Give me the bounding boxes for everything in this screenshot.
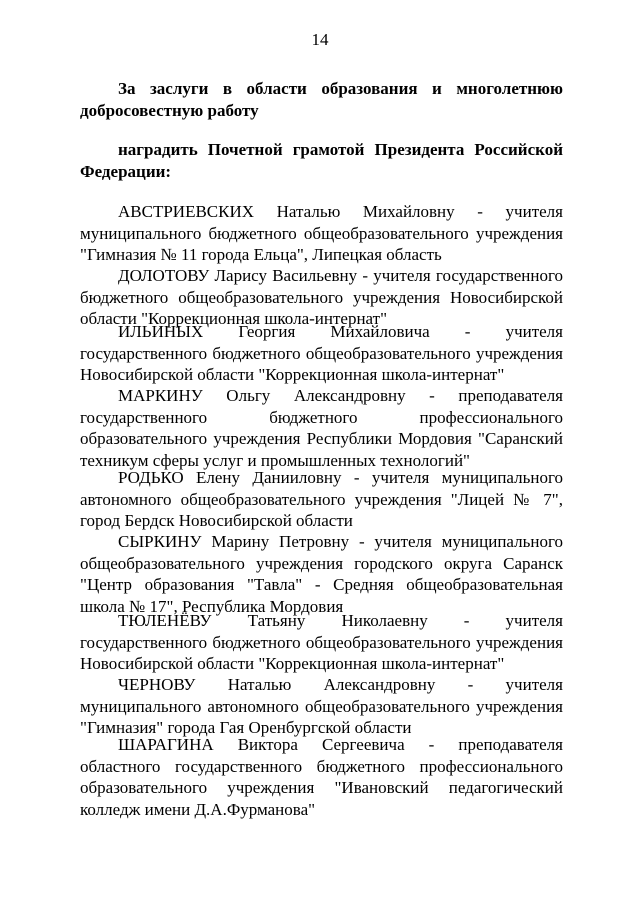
page-number: 14 bbox=[311, 30, 329, 49]
intro-paragraph: За заслуги в области образования и многолетнюю добросовестную работу bbox=[80, 79, 563, 120]
recipient-entry: АВСТРИЕВСКИХ Наталью Михайловну - учителя муниципального бюджетного общеобразовательного учреждения "Гимназия № 11 города Ельца", Липецкая область bbox=[80, 202, 563, 264]
recipient-entry: ДОЛОТОВУ Ларису Васильевну - учителя государственного бюджетного общеобразовательного учреждения Новосибирской области "Коррекционная школа-интернат" bbox=[80, 266, 563, 328]
recipient-entry: ЧЕРНОВУ Наталью Александровну - учителя муниципального автономного общеобразовательного учреждения "Гимназия" города Гая Оренбургской области bbox=[80, 675, 563, 737]
recipient-entry: ТЮЛЕНЁВУ Татьяну Николаевну - учителя государственного бюджетного общеобразовательного учреждения Новосибирской области "Коррекционная школа-интернат" bbox=[80, 611, 563, 673]
recipient-entry: МАРКИНУ Ольгу Александровну - преподавателя государственного бюджетного профессионального образовательного учреждения Республики Мордовия "Саранский техникум сферы услуг и промышленных технологий" bbox=[80, 386, 563, 470]
award-paragraph: наградить Почетной грамотой Президента Российской Федерации: bbox=[80, 140, 563, 181]
recipient-entry: ШАРАГИНА Виктора Сергеевича - преподавателя областного государственного бюджетного профессионального образовательного учреждения "Ивановский педагогический колледж имени Д.А.Фурманова" bbox=[80, 735, 563, 819]
recipient-entry: РОДЬКО Елену Данииловну - учителя муниципального автономного общеобразовательного учреждения "Лицей № 7", город Бердск Новосибирской области bbox=[80, 468, 563, 530]
recipient-entry: СЫРКИНУ Марину Петровну - учителя муниципального общеобразовательного учреждения городского округа Саранск "Центр образования "Тавла" - Средняя общеобразовательная школа № 17", Республика Мордовия bbox=[80, 532, 563, 616]
recipient-entry: ИЛЬИНЫХ Георгия Михайловича - учителя государственного бюджетного общеобразовательного учреждения Новосибирской области "Коррекционная школа-интернат" bbox=[80, 322, 563, 384]
